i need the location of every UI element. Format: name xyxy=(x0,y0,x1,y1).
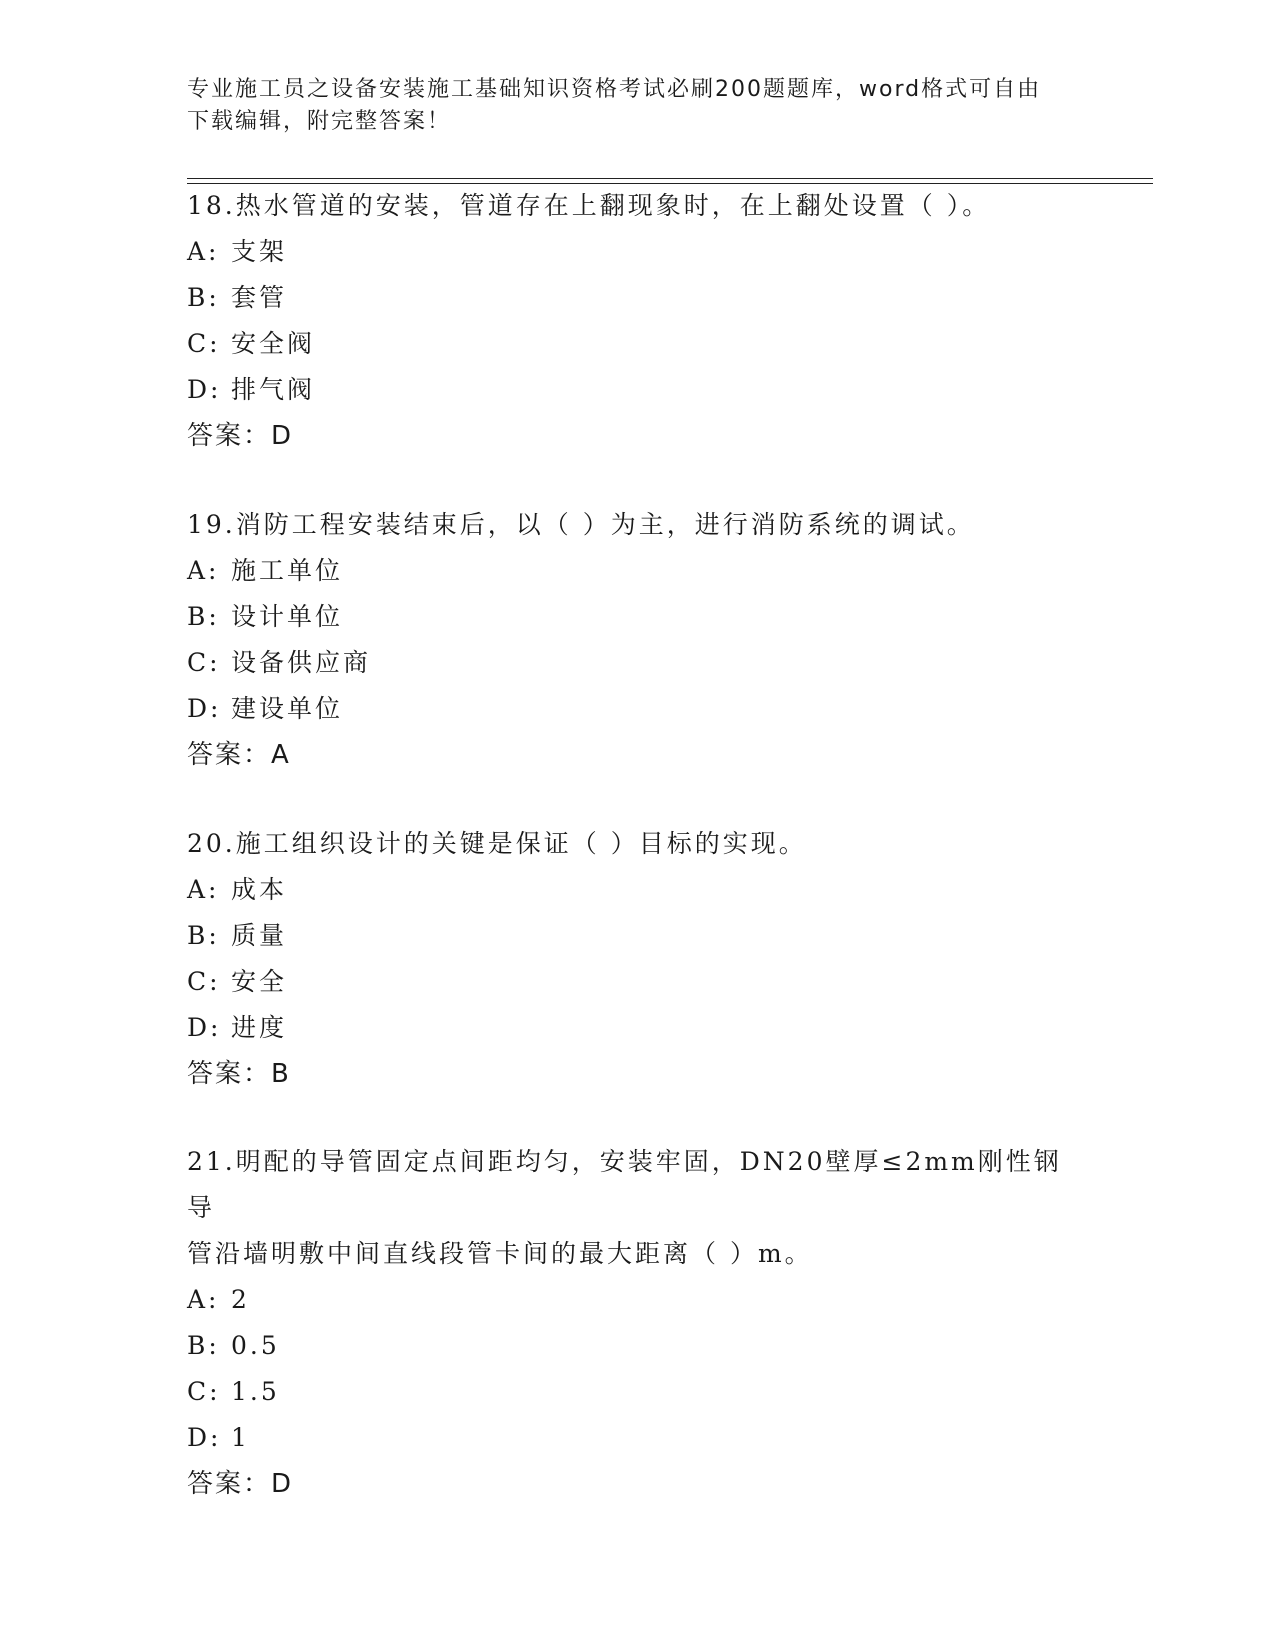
option-text: 1.5 xyxy=(231,1377,280,1406)
question-21 xyxy=(187,1139,1087,1507)
answer-line: 答案：A xyxy=(187,740,291,770)
option-c xyxy=(187,959,1087,1005)
option-d xyxy=(187,1415,1087,1461)
option-text: 设备供应商 xyxy=(231,648,372,677)
option-text: 安全阀 xyxy=(231,329,316,358)
option-text: 支架 xyxy=(231,237,288,266)
option-text: 排气阀 xyxy=(231,375,316,404)
option-a xyxy=(187,548,1087,594)
option-key: A: xyxy=(187,237,220,266)
question-20 xyxy=(187,821,1087,1097)
question-stem: 18.热水管道的安装，管道存在上翻现象时，在上翻处设置（ ）。 xyxy=(187,191,991,220)
option-a xyxy=(187,1277,1087,1323)
question-stem-line-1: 21.明配的导管固定点间距均匀，安装牢固，DN20壁厚≤2mm刚性钢导 xyxy=(187,1147,1062,1222)
option-text: 0.5 xyxy=(231,1331,280,1360)
document-header xyxy=(187,74,1087,138)
option-key: C: xyxy=(187,648,221,677)
header-line-2: 下载编辑，附完整答案！ xyxy=(187,109,452,134)
option-key: C: xyxy=(187,1377,221,1406)
answer-line: 答案：B xyxy=(187,1059,291,1089)
option-key: D: xyxy=(187,375,222,404)
option-key: D: xyxy=(187,694,222,723)
option-text: 1 xyxy=(231,1423,250,1452)
option-b xyxy=(187,275,1087,321)
answer-line: 答案：D xyxy=(187,421,294,451)
answer-line: 答案：D xyxy=(187,1469,294,1499)
option-text: 设计单位 xyxy=(231,602,344,631)
option-text: 建设单位 xyxy=(231,694,344,723)
option-c xyxy=(187,640,1087,686)
option-c xyxy=(187,321,1087,367)
option-d xyxy=(187,686,1087,732)
option-key: A: xyxy=(187,556,220,585)
question-stem-line-2: 管沿墙明敷中间直线段管卡间的最大距离（ ）m。 xyxy=(187,1239,813,1268)
option-b xyxy=(187,594,1087,640)
option-a xyxy=(187,867,1087,913)
option-a xyxy=(187,229,1087,275)
option-key: A: xyxy=(187,1285,220,1314)
option-key: C: xyxy=(187,329,221,358)
option-key: C: xyxy=(187,967,221,996)
question-stem: 20.施工组织设计的关键是保证（ ）目标的实现。 xyxy=(187,829,807,858)
option-d xyxy=(187,367,1087,413)
option-text: 进度 xyxy=(231,1013,288,1042)
option-b xyxy=(187,1323,1087,1369)
option-b xyxy=(187,913,1087,959)
option-key: B: xyxy=(187,1331,220,1360)
option-text: 成本 xyxy=(231,875,288,904)
option-text: 2 xyxy=(231,1285,250,1314)
header-line-1: 专业施工员之设备安装施工基础知识资格考试必刷200题题库，word格式可自由 xyxy=(187,77,1042,102)
option-key: B: xyxy=(187,602,220,631)
option-key: B: xyxy=(187,283,220,312)
option-key: D: xyxy=(187,1013,222,1042)
option-text: 质量 xyxy=(231,921,288,950)
option-text: 施工单位 xyxy=(231,556,344,585)
question-18 xyxy=(187,183,1087,459)
option-c xyxy=(187,1369,1087,1415)
option-key: A: xyxy=(187,875,220,904)
option-text: 套管 xyxy=(231,283,288,312)
option-d xyxy=(187,1005,1087,1051)
option-key: B: xyxy=(187,921,220,950)
question-stem: 19.消防工程安装结束后，以（ ）为主，进行消防系统的调试。 xyxy=(187,510,975,539)
option-text: 安全 xyxy=(231,967,288,996)
header-divider-top xyxy=(187,178,1153,179)
question-19 xyxy=(187,502,1087,778)
option-key: D: xyxy=(187,1423,222,1452)
